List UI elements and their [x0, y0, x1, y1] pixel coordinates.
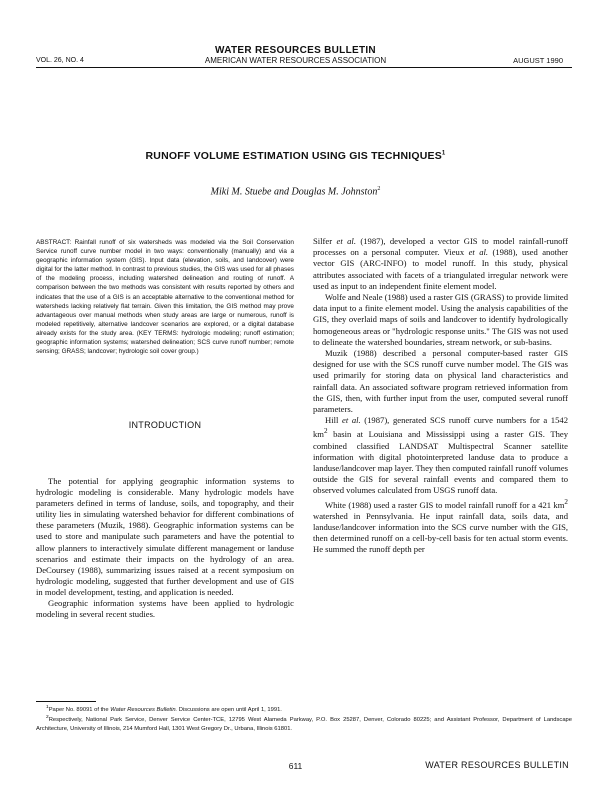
text-run: Hill: [325, 415, 342, 426]
footnote-mark: 1: [46, 705, 49, 710]
right-column: [313, 236, 568, 555]
paper-title-text: RUNOFF VOLUME ESTIMATION USING GIS TECHNIQUES: [145, 150, 442, 162]
footnotes: [36, 704, 572, 733]
text-run: White (1988) used a raster GIS to model rainfall runoff for a 421 km: [325, 499, 565, 510]
page-number: 611: [288, 761, 303, 771]
text-run: (1987), developed a vector GIS to model rainfall-runoff processes on a personal computer. Vieux: [313, 236, 569, 258]
body-paragraph: [313, 236, 568, 292]
body-paragraph: [313, 415, 568, 496]
section-heading-introduction: INTRODUCTION: [128, 420, 202, 430]
text-run: Discussions are open until April 1, 1991.: [177, 706, 282, 713]
text-run-italic: et al.: [468, 247, 489, 258]
header-rule: [36, 67, 572, 68]
body-paragraph: Muzik (1988) described a personal computer-based raster GIS designed for use with the SCS runoff curve number model. The GIS was used primarily for storing data on physical land characteristics and rainfall data. An associated software program retrieved information from the GIS, then, with further input from the user, computed several runoff parameters.: [313, 348, 568, 415]
intro-paragraph: Geographic information systems have been applied to hydrologic modeling in several recent studies.: [36, 598, 294, 620]
header-journal-name: WATER RESOURCES BULLETIN: [215, 45, 376, 56]
header-date: AUGUST 1990: [513, 56, 563, 65]
text-run: basin at Louisiana and Mississippi using a raster GIS. They combined classified LANDSAT Multispectral Scanner satellite information with digital photointerpreted landuse data to produce a landuse/landcover map layer. They then computed rainfall runoff volumes outside the GIS for several rainfall events and compared them to observed volumes calculated from USGS runoff data.: [313, 429, 568, 496]
footnote-mark: 2: [46, 715, 49, 721]
header-association: AMERICAN WATER RESOURCES ASSOCIATION: [204, 56, 387, 65]
text-run: watershed in Pennsylvania. He input rainfall data, soils data, and landuse/landcover information into the SCS curve number with the GIS, then determined runoff on a cell-by-cell basis for ten actual storm events. He summed the runoff depth per: [313, 510, 568, 555]
paper-title: [0, 150, 591, 162]
footnote-1: [36, 704, 572, 714]
text-run: Silfer: [313, 236, 337, 246]
superscript: 2: [323, 427, 328, 436]
text-run-italic: et al.: [336, 236, 356, 246]
header-volume: VOL. 26, NO. 4: [36, 57, 84, 64]
title-footnote-mark: 1: [441, 150, 446, 157]
text-run-italic: Water Resources Bulletin.: [110, 706, 178, 713]
text-run: Respectively, National Park Service, Denver Service Center-TCE, 12795 West Alameda Parkway, P.O. Box 25287, Denver, Colorado 80225; and Assistant Professor, Department of Landscape Architecture, University of Illinois, 214 Mumford Hall, 1301 West Gregory Dr., Urbana, Illinois 61801.: [36, 717, 572, 732]
text-run-italic: et al.: [342, 415, 361, 426]
body-paragraph: [313, 497, 568, 556]
footer-journal-name: WATER RESOURCES BULLETIN: [425, 760, 569, 770]
body-paragraph: Wolfe and Neale (1988) used a raster GIS (GRASS) to provide limited data input to a finite element model. Using the analysis capabilities of the GIS, they overlaid maps of soils and landcover to identify hydrologically homogeneous areas or "hydrologic response units." The GIS was not used to delineate the watershed boundaries, stream network, or sub-basins.: [313, 292, 568, 347]
authors-text: Miki M. Stuebe and Douglas M. Johnston: [210, 186, 378, 198]
footnote-rule: [36, 701, 96, 702]
introduction-body: [36, 476, 294, 620]
superscript: 2: [564, 497, 568, 506]
authors-footnote-mark: 2: [377, 186, 381, 192]
footnote-2: [36, 714, 572, 733]
text-run: Paper No. 89091 of the: [48, 706, 111, 713]
abstract: ABSTRACT: Rainfall runoff of six watersheds was modeled via the Soil Conservation Service runoff curve number model in two ways: conventionally (manually) and via a geographic information system (GIS). Input data (elevation, soils, and landcover) were digital for the latter method. In contrast to previous studies, the GIS was used for all phases of the modeling process, including watershed delineation and routing of runoff. A comparison between the two methods was consistent with results reported by others and indicates that the use of a GIS is an acceptable alternative to the conventional method for watersheds lacking relatively flat terrain. Given this limitation, the GIS method may prove advantageous over manual methods when study areas are large or numerous, runoff is modeled repetitively, alternative landcover scenarios are explored, or a digital database already exists for the study area. (KEY TERMS: hydrologic modeling; runoff estimation; geographic information systems; watershed delineation; SCS curve runoff number; remote sensing; GRASS; landcover; hydrologic soil cover group.): [36, 239, 294, 356]
paper-authors: [0, 186, 591, 197]
intro-paragraph: The potential for applying geographic information systems to hydrologic modeling is considerable. Many hydrologic models have parameters defined in terms of landuse, soils, and topography, and their utility lies in simulating watershed behavior for different combinations of these parameters (Muzik, 1988). Geographic information systems can be used to store and manipulate such parameters and have the potential to allow planners to interactively simulate different management or landuse scenarios and estimate their impacts on the hydrology of an area. DeCoursey (1988), summarizing issues raised at a recent symposium on hydrologic modeling, suggested that further development and use of GIS in model development, testing, and application is needed.: [36, 476, 294, 597]
text-run: (1987), generated SCS runoff curve numbers for a 1542 km: [313, 415, 568, 440]
text-run: (1988), used another vector GIS (ARC-INFO) to model runoff. In this study, physical attributes associated with facets of a triangulated irregular network were used as input to an independent finite element model.: [313, 247, 568, 291]
